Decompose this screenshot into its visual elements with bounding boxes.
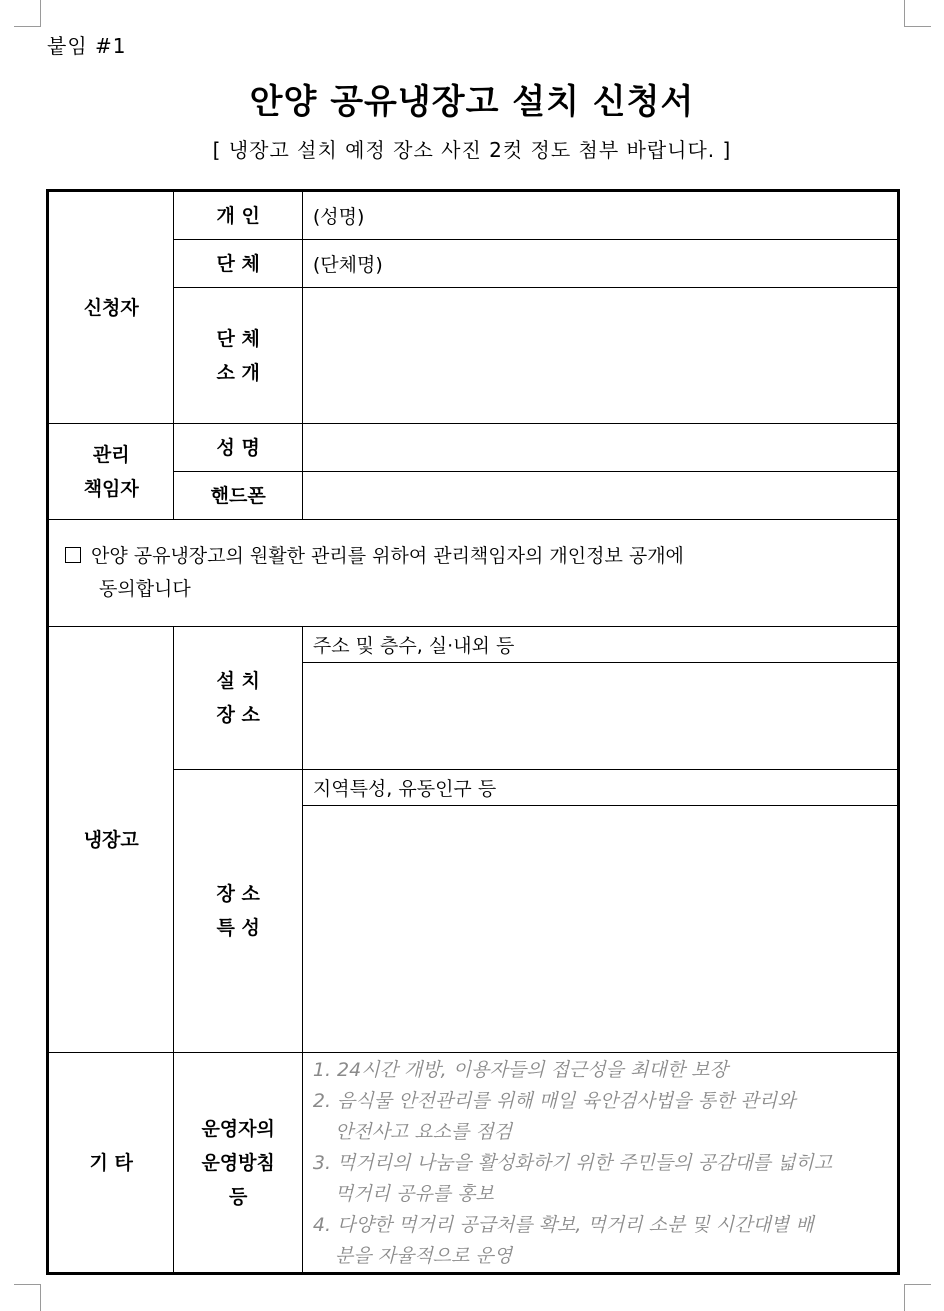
row-group	[48, 240, 899, 288]
individual-name-field[interactable]: (성명)	[302, 191, 898, 240]
policy-label	[174, 1053, 302, 1274]
manager-label-line2: 책임자	[83, 477, 139, 500]
applicant-label: 신청자	[48, 191, 174, 424]
corner-mark-top-right	[904, 0, 931, 27]
location-label	[174, 627, 302, 770]
row-individual	[48, 191, 899, 240]
row-manager-phone	[48, 472, 899, 520]
traits-hint: 지역특성, 유동인구 등	[302, 770, 898, 806]
group-name-field[interactable]: (단체명)	[302, 240, 898, 288]
policy-item-2-cont: 안전사고 요소를 점검	[334, 1121, 513, 1143]
row-group-intro	[48, 288, 899, 424]
group-intro-field[interactable]	[302, 288, 898, 424]
row-manager-name	[48, 424, 899, 472]
manager-label-line1: 관리	[92, 443, 130, 466]
traits-field[interactable]	[302, 806, 898, 1053]
policy-item-3: 3. 먹거리의 나눔을 활성화하기 위한 주민들의 공감대를 넓히고	[312, 1152, 833, 1174]
consent-checkbox[interactable]	[65, 547, 81, 563]
manager-phone-field[interactable]	[302, 472, 898, 520]
attachment-label: 붙임 #1	[47, 34, 127, 58]
row-consent	[48, 520, 899, 627]
location-label-line2: 장 소	[216, 704, 260, 726]
consent-text-line1: 안양 공유냉장고의 원활한 관리를 위하여 관리책임자의 개인정보 공개에	[91, 545, 684, 567]
manager-label	[48, 424, 174, 520]
location-hint: 주소 및 층수, 실·내외 등	[302, 627, 898, 663]
group-label: 단 체	[174, 240, 302, 288]
policy-item-4-cont: 분을 자율적으로 운영	[334, 1245, 513, 1267]
manager-phone-label: 핸드폰	[174, 472, 302, 520]
application-form-table	[46, 189, 900, 1275]
row-location-hint	[48, 627, 899, 663]
row-other	[48, 1053, 899, 1274]
location-label-line1: 설 치	[216, 670, 260, 692]
corner-mark-bottom-right	[904, 1284, 931, 1311]
manager-name-label: 성 명	[174, 424, 302, 472]
policy-item-4: 4. 다양한 먹거리 공급처를 확보, 먹거리 소분 및 시간대별 배	[312, 1214, 814, 1236]
policy-label-line3: 등	[228, 1185, 248, 1208]
traits-label-line1: 장 소	[216, 883, 260, 905]
consent-cell	[48, 520, 899, 627]
corner-mark-top-left	[14, 0, 41, 27]
policy-item-3-cont: 먹거리 공유를 홍보	[334, 1183, 494, 1205]
consent-text-line2: 동의합니다	[99, 578, 191, 600]
traits-label	[174, 770, 302, 1053]
policy-item-1: 1. 24시간 개방, 이용자들의 접근성을 최대한 보장	[312, 1059, 728, 1081]
policy-label-line2: 운영방침	[201, 1151, 275, 1174]
group-intro-label-line2: 소 개	[216, 361, 260, 384]
policy-text-field[interactable]	[302, 1053, 898, 1274]
corner-mark-bottom-left	[14, 1284, 41, 1311]
row-traits-hint	[48, 770, 899, 806]
traits-label-line2: 특 성	[216, 917, 260, 939]
fridge-label: 냉장고	[48, 627, 174, 1053]
other-label: 기 타	[48, 1053, 174, 1274]
group-intro-label	[174, 288, 302, 424]
manager-name-field[interactable]	[302, 424, 898, 472]
policy-item-2: 2. 음식물 안전관리를 위해 매일 육안검사법을 통한 관리와	[312, 1090, 796, 1112]
individual-label: 개 인	[174, 191, 302, 240]
group-intro-label-line1: 단 체	[216, 327, 260, 350]
location-field[interactable]	[302, 663, 898, 770]
document-title: 안양 공유냉장고 설치 신청서	[249, 82, 695, 122]
policy-label-line1: 운영자의	[201, 1117, 275, 1140]
document-subtitle: [ 냉장고 설치 예정 장소 사진 2컷 정도 첨부 바랍니다. ]	[212, 138, 732, 162]
